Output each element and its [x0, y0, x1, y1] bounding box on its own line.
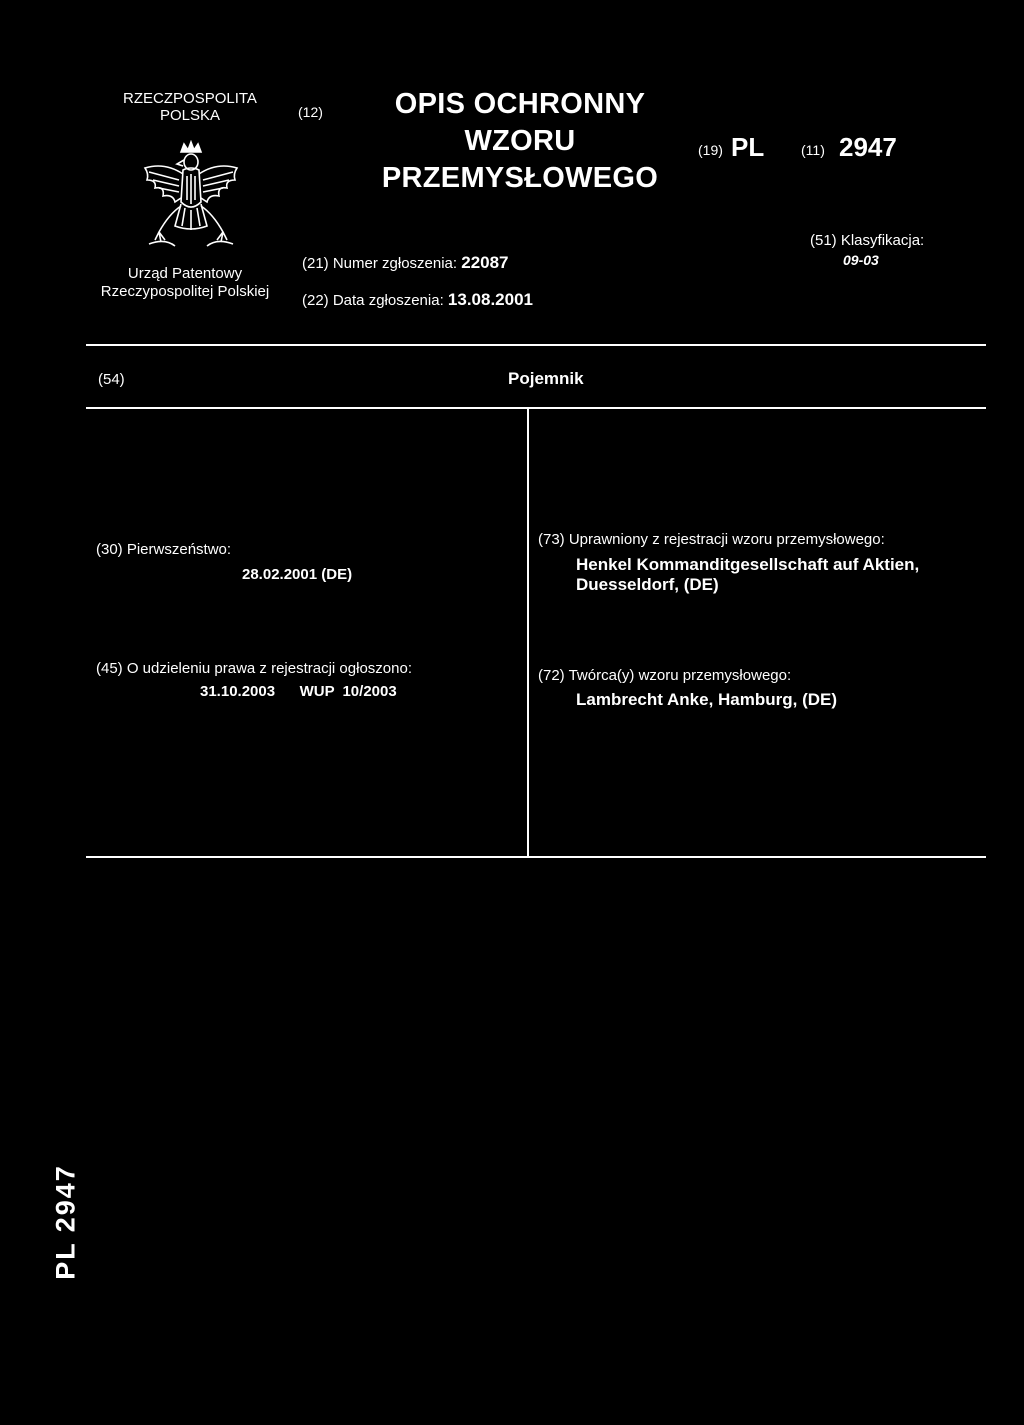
country-name [100, 90, 280, 124]
side-document-number: PL 2947 [50, 1164, 81, 1280]
classification-label: (51) Klasyfikacja: [810, 232, 925, 249]
document-title-line3: PRZEMYSŁOWEGO [381, 162, 659, 194]
creator-value: Lambrecht Anke, Hamburg, (DE) [576, 690, 838, 709]
patent-number: 2947 [839, 132, 897, 162]
code-54: (54) [98, 371, 125, 388]
country-name-line2: POLSKA [159, 107, 221, 124]
holder-value-line2: Duesseldorf, (DE) [576, 575, 719, 594]
document-title-line2: WZORU [464, 125, 576, 157]
patent-office-line1: Urząd Patentowy [127, 265, 243, 282]
code-19: (19) [698, 142, 723, 158]
application-number [302, 253, 509, 273]
creator-label: (72) Twórca(y) wzoru przemysłowego: [538, 667, 792, 684]
priority-value: 28.02.2001 (DE) [242, 566, 353, 583]
code-12: (12) [298, 104, 323, 120]
holder-value-line1: Henkel Kommanditgesellschaft auf Aktien, [576, 555, 920, 574]
application-number-value: 22087 [461, 253, 509, 272]
patent-office [80, 265, 290, 301]
holder-value [576, 555, 919, 595]
application-date [302, 290, 533, 310]
divider-bottom [86, 856, 986, 858]
divider-top [86, 344, 986, 346]
eagle-emblem-icon [135, 140, 247, 255]
priority-label: (30) Pierwszeństwo: [96, 541, 232, 558]
country-name-line1: RZECZPOSPOLITA [123, 90, 257, 107]
document-title [360, 86, 680, 197]
classification-value: 09-03 [843, 252, 879, 268]
design-title: Pojemnik [508, 369, 584, 388]
country-code: PL [731, 132, 765, 162]
application-number-label: (21) Numer zgłoszenia: [302, 255, 458, 272]
grant-announcement-label: (45) O udzieleniu prawa z rejestracji ogłoszono: [96, 660, 412, 677]
application-date-value: 13.08.2001 [447, 290, 534, 309]
document-title-line1: OPIS OCHRONNY [394, 88, 646, 120]
divider-middle [86, 407, 986, 409]
grant-announcement-value: 31.10.2003 WUP 10/2003 [200, 683, 397, 700]
holder-label: (73) Uprawniony z rejestracji wzoru przemysłowego: [538, 531, 885, 548]
code-11: (11) [801, 142, 825, 158]
divider-vertical [527, 408, 529, 857]
application-date-label: (22) Data zgłoszenia: [302, 292, 444, 309]
patent-office-line2: Rzeczypospolitej Polskiej [100, 283, 270, 300]
